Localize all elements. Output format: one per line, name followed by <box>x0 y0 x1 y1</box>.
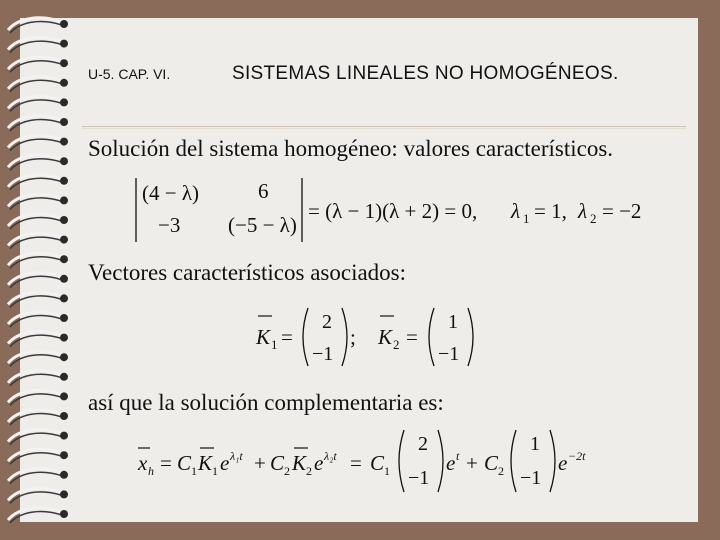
c1b-sub: 1 <box>384 464 390 478</box>
v1-bottom: −1 <box>408 467 430 489</box>
lambda1-symbol: λ <box>511 199 521 223</box>
det-a21: −3 <box>158 213 181 237</box>
lambda1-sub: 1 <box>523 211 530 226</box>
binding-hole <box>60 275 68 283</box>
v2-right-paren <box>550 430 555 492</box>
binding-hole <box>60 98 68 106</box>
k2-bottom: −1 <box>438 343 460 365</box>
equals-2: = <box>350 451 362 475</box>
binding-hole <box>60 20 68 28</box>
k1-subscript: 1 <box>212 464 218 478</box>
plus-1: + <box>254 451 266 475</box>
binding-hole <box>60 490 68 498</box>
binding-hole <box>60 432 68 440</box>
section-complementary-text: así que la solución complementaria es: <box>88 390 444 415</box>
k2-top: 1 <box>448 311 458 333</box>
k1-right-paren <box>342 308 347 366</box>
lambda2-sub: 2 <box>590 211 597 226</box>
exp-2t: −2t <box>568 449 586 463</box>
k2-symbol: K <box>292 451 307 475</box>
binding-hole <box>60 314 68 322</box>
c1-sub: 1 <box>191 464 197 478</box>
lambda1-value: = 1, <box>534 199 567 223</box>
section-eigenvectors-text: Vectores característicos asociados: <box>88 260 407 285</box>
binding-hole <box>60 451 68 459</box>
eigenvectors <box>250 302 490 372</box>
c1-symbol: C <box>177 451 192 475</box>
binding-hole <box>60 118 68 126</box>
vector-separator: ; <box>350 325 356 349</box>
k1-top: 2 <box>322 311 332 333</box>
binding-hole <box>60 373 68 381</box>
binding-hole <box>60 236 68 244</box>
binding-hole <box>60 40 68 48</box>
lambda2-symbol: λ <box>578 199 588 223</box>
k1-left-paren <box>303 308 308 366</box>
k1-bottom: −1 <box>312 343 334 365</box>
c2-sub: 2 <box>284 464 290 478</box>
section-homogeneous-text: Solución del sistema homogéneo: valores característicos. <box>88 136 614 161</box>
binding-hole <box>60 157 68 165</box>
binding-hole <box>60 510 68 518</box>
k2-subscript: 2 <box>306 464 312 478</box>
binding-hole <box>60 392 68 400</box>
k1-sub: 1 <box>271 337 278 352</box>
det-a11: (4 − λ) <box>142 181 200 205</box>
title-divider <box>82 126 686 127</box>
k2-right-paren <box>468 308 473 366</box>
binding-hole <box>60 177 68 185</box>
exp-t: t <box>456 449 460 463</box>
binding-hole <box>60 216 68 224</box>
binding-hole <box>60 294 68 302</box>
k1-symbol: K <box>198 451 213 475</box>
k1-equals: = <box>281 325 293 349</box>
exp2-power: λ₂t <box>324 449 337 463</box>
v1-left-paren <box>399 430 404 492</box>
binding-hole <box>60 334 68 342</box>
k2-equals: = <box>406 325 418 349</box>
binding-hole <box>60 471 68 479</box>
spiral-binding <box>0 0 80 540</box>
c2-symbol: C <box>270 451 285 475</box>
k2-left-paren <box>429 308 434 366</box>
binding-hole <box>60 255 68 263</box>
k2-name: K <box>378 325 393 349</box>
binding-hole <box>60 59 68 67</box>
v2-top: 1 <box>530 433 540 455</box>
v1-right-paren <box>438 430 443 492</box>
v2-left-paren <box>511 430 516 492</box>
v2-bottom: −1 <box>520 467 542 489</box>
title-divider-shadow <box>82 128 686 129</box>
binding-hole <box>60 196 68 204</box>
k1-name: K <box>256 325 271 349</box>
characteristic-equation <box>126 172 686 248</box>
binding-hole <box>60 79 68 87</box>
binding-hole <box>60 412 68 420</box>
exp1-base: e <box>220 451 230 475</box>
exp-2t-base: e <box>558 451 568 475</box>
k2-sub: 2 <box>393 337 400 352</box>
exp1-power: λ₁t <box>230 449 243 463</box>
c1b-symbol: C <box>370 451 385 475</box>
binding-hole <box>60 138 68 146</box>
complementary-solution <box>132 428 602 498</box>
det-rhs: = (λ − 1)(λ + 2) = 0, <box>308 199 478 223</box>
det-a22: (−5 − λ) <box>228 213 297 237</box>
xh-equals: = <box>160 451 172 475</box>
exp2-base: e <box>314 451 324 475</box>
c2b-symbol: C <box>484 451 499 475</box>
lambda2-value: = −2 <box>602 199 642 223</box>
binding-hole <box>60 353 68 361</box>
c2b-sub: 2 <box>498 464 504 478</box>
v1-top: 2 <box>418 433 428 455</box>
det-a12: 6 <box>258 179 269 203</box>
plus-2: + <box>466 451 478 475</box>
xh-sub: h <box>148 464 154 478</box>
xh-symbol: x <box>138 451 148 475</box>
exp-t-base: e <box>446 451 456 475</box>
slide-title: SISTEMAS LINEALES NO HOMOGÉNEOS. <box>232 63 619 84</box>
chapter-label: U-5. CAP. VI. <box>88 66 171 82</box>
